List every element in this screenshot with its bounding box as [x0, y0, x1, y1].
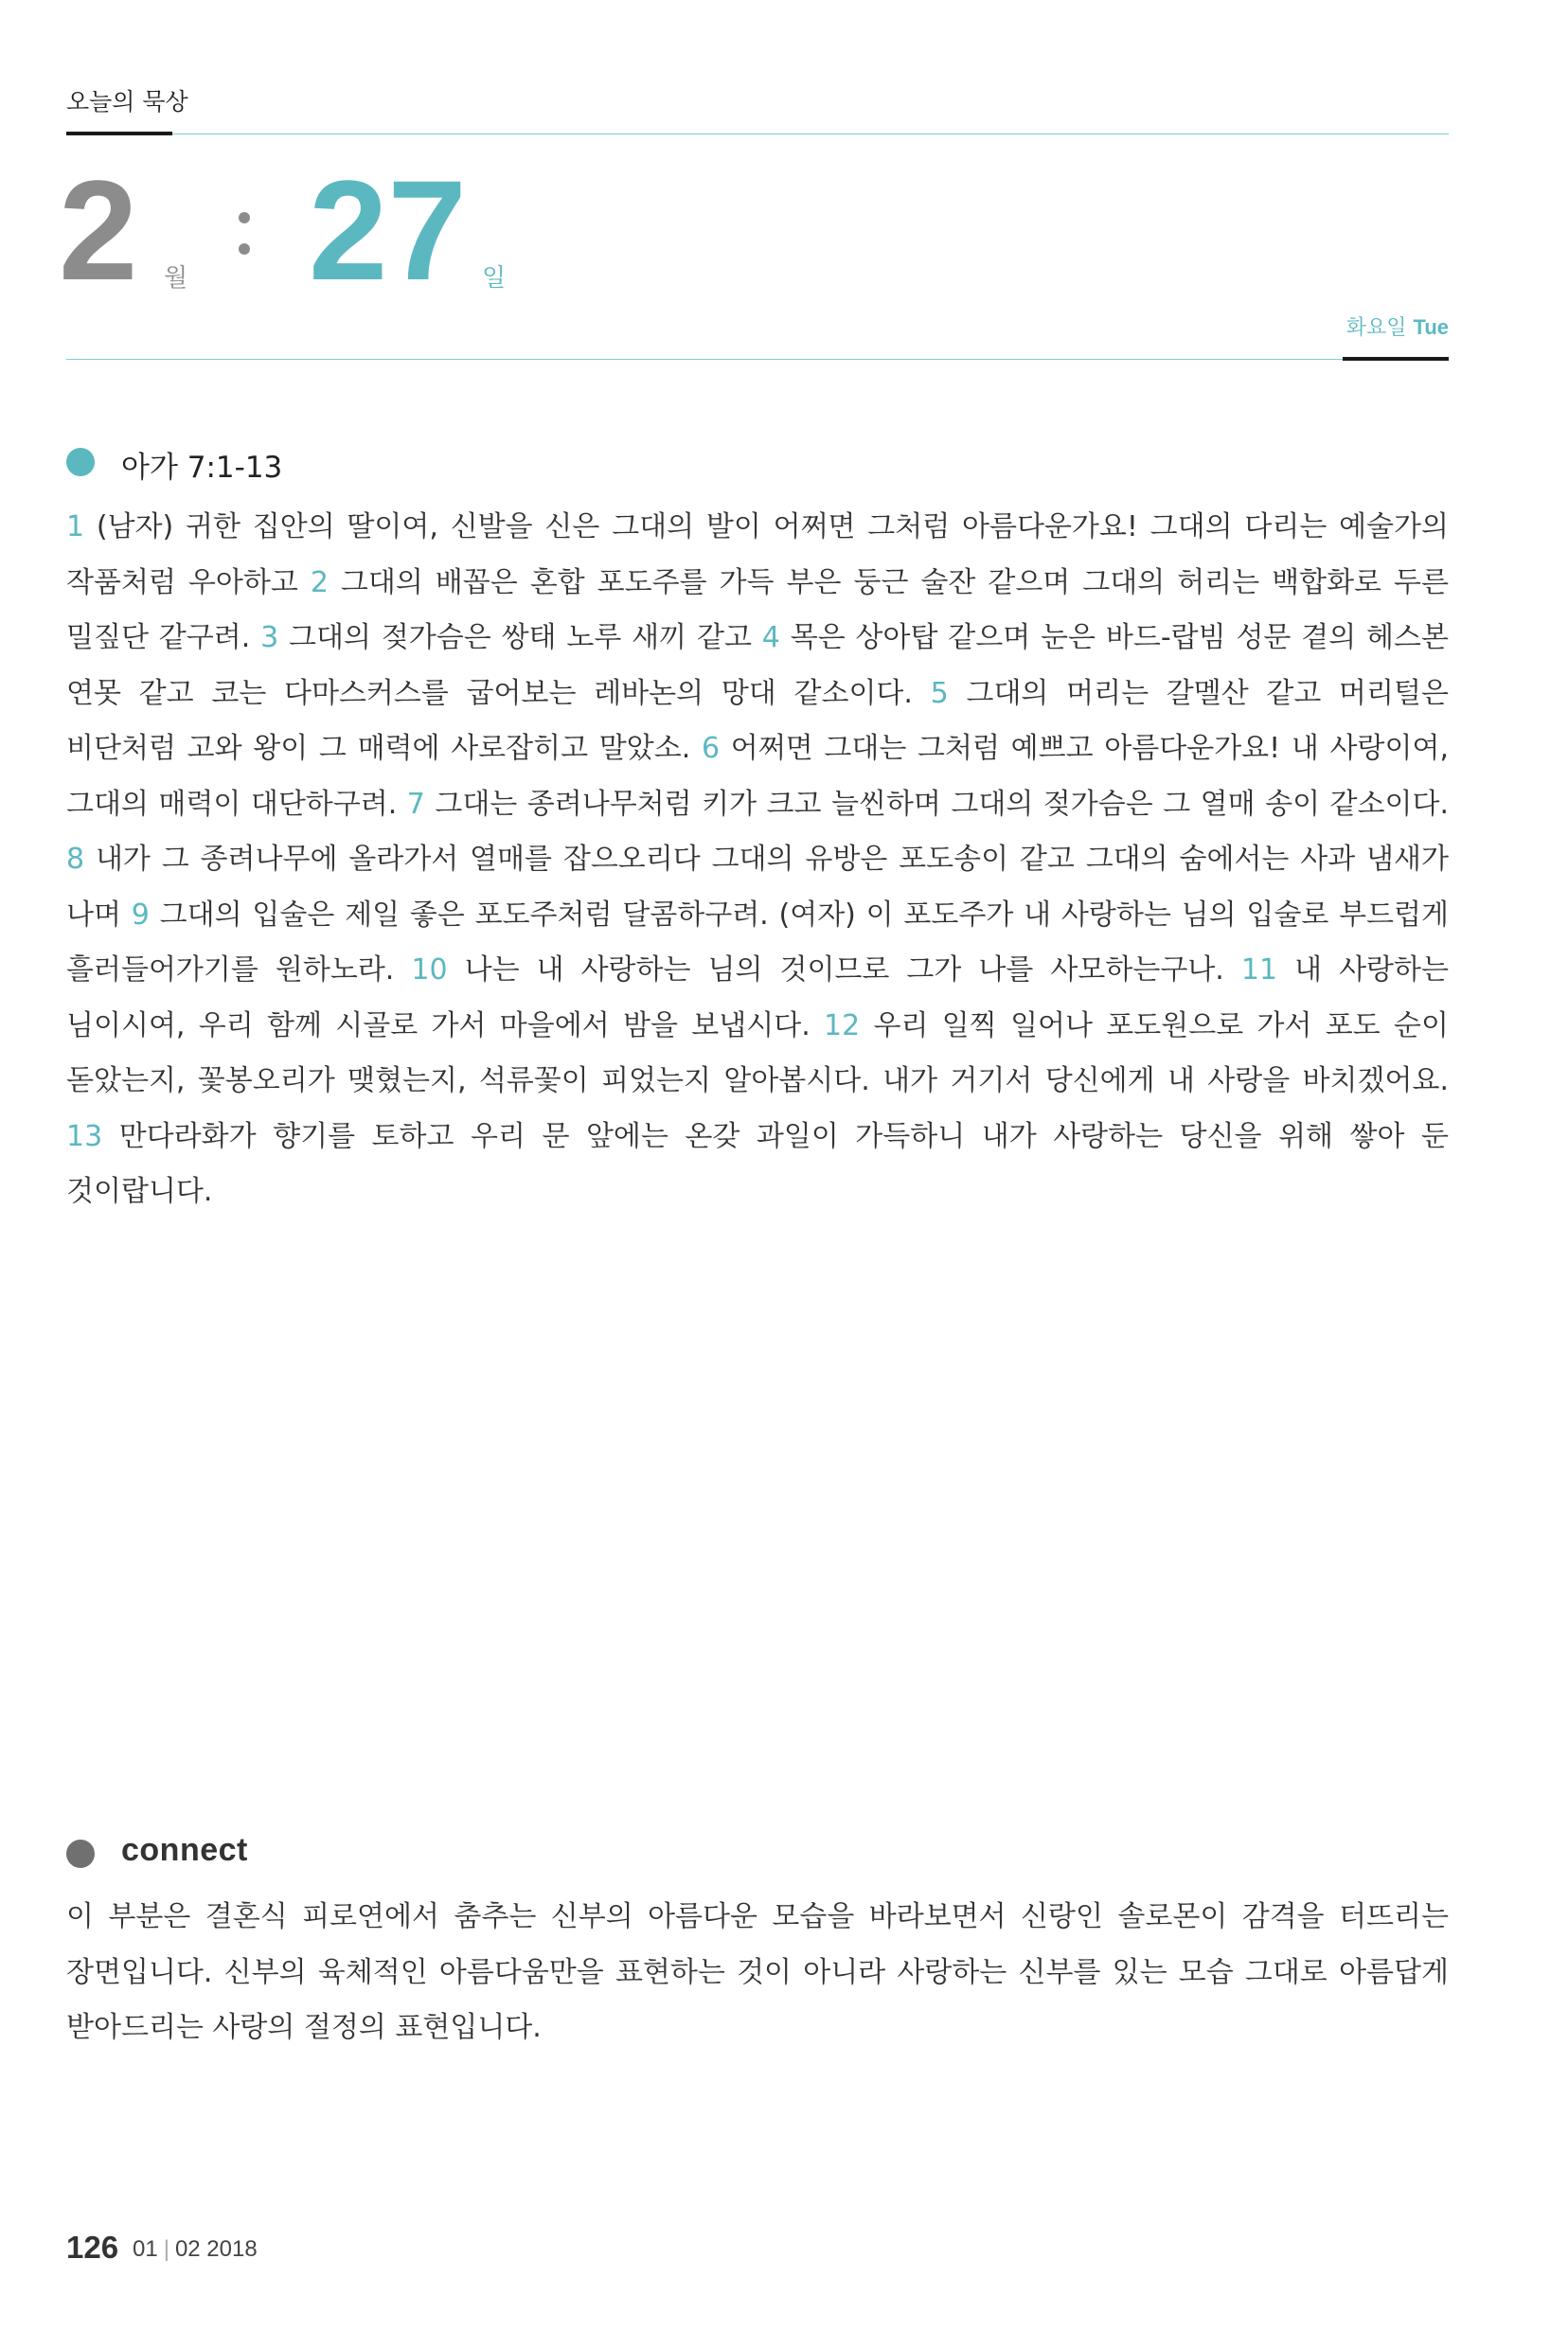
- connect-heading: connect: [121, 1832, 248, 1868]
- connect-text: 이 부분은 결혼식 피로연에서 춤추는 신부의 아름다운 모습을 바라보면서 신랑인 솔로몬이 감격을 터뜨리는 장면입니다. 신부의 육체적인 아름다움만을 표현하는 것이 아니라 사랑하는 신부를 있는 모습 그대로 아름답게 받아드리는 사랑의 절정의 표현입니다.: [66, 1900, 1449, 2044]
- verse-text: 내가 그 종려나무에 올라가서 열매를 잡으오리다 그대의 유방은 포도송이 같고 그대의 숨에서는 사과 냄새가 나며: [66, 843, 1449, 932]
- verse-number: 7: [406, 787, 425, 821]
- verse-text: 목은 상아탑 같으며 눈은 바드-랍빔 성문 곁의 헤스본 연못 같고 코는 다마스커스를 굽어보는 레바논의 망대 같소이다.: [66, 621, 1449, 710]
- scripture-bullet-icon: [66, 448, 95, 476]
- verse-number: 5: [930, 676, 949, 710]
- verse-text: 나는 내 사랑하는 님의 것이므로 그가 나를 사모하는구나.: [464, 953, 1224, 987]
- verse-number: 12: [824, 1008, 861, 1042]
- month-unit: 월: [164, 264, 188, 293]
- verse-number: 1: [66, 510, 85, 543]
- verse-number: 13: [66, 1119, 103, 1153]
- top-divider: [66, 133, 1449, 134]
- scripture-passage: [66, 500, 1449, 1220]
- scripture-reference: 아가 7:1-13: [121, 451, 283, 485]
- verse-number: 2: [310, 565, 329, 599]
- issue-separator: |: [163, 2236, 169, 2262]
- issue-info: [133, 2236, 258, 2263]
- verse-text: 그대의 젖가슴은 쌍태 노루 새끼 같고: [289, 621, 752, 654]
- weekday-korean: 화요일: [1345, 316, 1407, 340]
- verse-number: 11: [1240, 953, 1278, 987]
- verse-number: 9: [131, 898, 150, 932]
- day-unit: 일: [482, 264, 507, 293]
- verse-number: 10: [411, 953, 448, 987]
- section-label: 오늘의 묵상: [66, 88, 188, 116]
- verse-text: 그대는 종려나무처럼 키가 크고 늘씬하며 그대의 젖가슴은 그 열매 송이 같소이다.: [435, 787, 1449, 821]
- date-colon-dot-bottom: [239, 243, 250, 255]
- connect-bullet-icon: [66, 1840, 95, 1868]
- verse-text: 그대의 머리는 갈멜산 같고 머리털은 비단처럼 고와 왕이 그 매력에 사로잡히고 말았소.: [66, 676, 1449, 765]
- verse-number: 4: [761, 621, 780, 654]
- verse-text: (남자) 귀한 집안의 딸이여, 신발을 신은 그대의 발이 어쩌면 그처럼 아름다운가요! 그대의 다리는 예술가의 작품처럼 우아하고: [66, 510, 1449, 599]
- weekday-english: Tue: [1413, 315, 1449, 339]
- verse-text: 그대의 배꼽은 혼합 포도주를 가득 부은 둥근 술잔 같으며 그대의 허리는 백합화로 두른 밀짚단 같구려.: [66, 565, 1449, 654]
- verse-number: 8: [66, 843, 85, 876]
- weekday-underline: [1343, 357, 1449, 361]
- section-label-underline: [66, 132, 172, 135]
- month-number: 2: [59, 151, 138, 310]
- date-colon-dot-top: [239, 212, 250, 223]
- issue-date: 02 2018: [174, 2236, 258, 2262]
- verse-text: 우리 일찍 일어나 포도원으로 가서 포도 순이 돋았는지, 꽃봉오리가 맺혔는지, 석류꽃이 피었는지 알아봅시다. 내가 거기서 당신에게 내 사랑을 바치겠어요.: [66, 1008, 1449, 1097]
- weekday: [1346, 311, 1449, 341]
- verse-text: 내 사랑하는 님이시여, 우리 함께 시골로 가서 마을에서 밤을 보냅시다.: [66, 953, 1449, 1042]
- page-number: 126: [66, 2230, 119, 2265]
- verse-number: 3: [260, 621, 279, 654]
- verse-number: 6: [701, 732, 721, 765]
- day-number: 27: [309, 151, 467, 310]
- verse-text: 어쩌면 그대는 그처럼 예쁘고 아름다운가요! 내 사랑이여, 그대의 매력이 대단하구려.: [66, 732, 1449, 821]
- verse-text: 만다라화가 향기를 토하고 우리 문 앞에는 온갖 과일이 가득하니 내가 사랑하는 당신을 위해 쌓아 둔 것이랍니다.: [66, 1119, 1449, 1208]
- issue-month: 01: [133, 2236, 158, 2262]
- verse-text: 그대의 입술은 제일 좋은 포도주처럼 달콤하구려. (여자) 이 포도주가 내 사랑하는 님의 입술로 부드럽게 흘러들어가기를 원하노라.: [66, 898, 1449, 987]
- header-divider: [66, 359, 1449, 360]
